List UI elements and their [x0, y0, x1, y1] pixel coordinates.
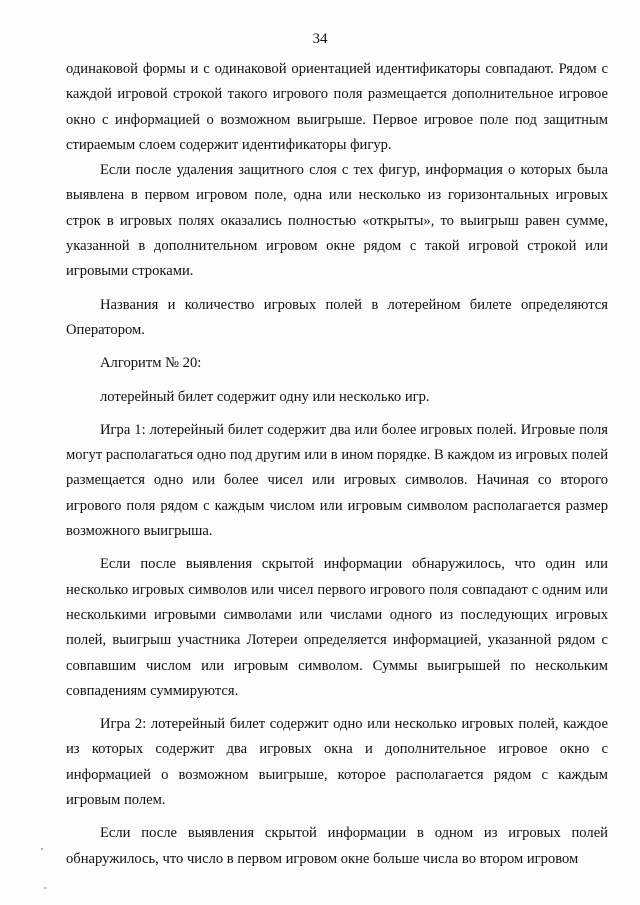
paragraph-operator: Названия и количество игровых полей в лотерейном билете определяются Оператором. [66, 296, 608, 338]
paragraph-continuation: одинаковой формы и с одинаковой ориентацией идентификаторы совпадают. Рядом с каждой игровой строкой такого игрового поля размещается дополнительное игровое окно с информацией о возможном выигрыше. Первое игровое поле под защитным стираемым слоем содержит идентификаторы фигур. [66, 61, 608, 153]
page-number: 34 [312, 31, 328, 47]
paragraph-game-2-win: Если после выявления скрытой информации в одном из игровых полей обнаружилось, что число в первом игровом окне больше числа во втором игровом [66, 825, 608, 867]
paragraph-game-1-win: Если после выявления скрытой информации обнаружилось, что один или несколько игровых символов или чисел первого игрового поля совпадают с одним или несколькими игровыми символами или числами одного из последующих игровых полей, выигрыш участника Лотереи определяется информацией, указанной рядом с совпавшим числом или игровым символом. Суммы выигрышей по нескольким совпадениям суммируются. [66, 556, 608, 699]
scan-speck [41, 848, 43, 850]
paragraph-game-2: Игра 2: лотерейный билет содержит одно или несколько игровых полей, каждое из которых содержит два игровых окна и дополнительное игровое окно с информацией о возможном выигрыше, которое располагается рядом с каждым игровым полем. [66, 716, 608, 809]
algorithm-heading: Алгоритм № 20: [100, 355, 202, 372]
scan-speck [44, 887, 46, 889]
document-body [66, 57, 608, 872]
paragraph-ticket-games: лотерейный билет содержит одну или несколько игр. [100, 388, 430, 405]
paragraph-game-1: Игра 1: лотерейный билет содержит два или более игровых полей. Игровые поля могут располагаться одно под другим или в ином порядке. В каждом из игровых полей размещается одно или более чисел или игровых символов. Начиная со второго игрового поля рядом с каждым числом или игровым символом располагается размер возможного выигрыша. [66, 421, 608, 540]
paragraph-win-condition: Если после удаления защитного слоя с тех фигур, информация о которых была выявлена в первом игровом поле, одна или несколько из горизонтальных игровых строк в игровых полях оказались полностью «открыты», то выигрыш равен сумме, указанной в дополнительном игровом окне рядом с такой игровой строкой или игровыми строками. [66, 162, 608, 280]
